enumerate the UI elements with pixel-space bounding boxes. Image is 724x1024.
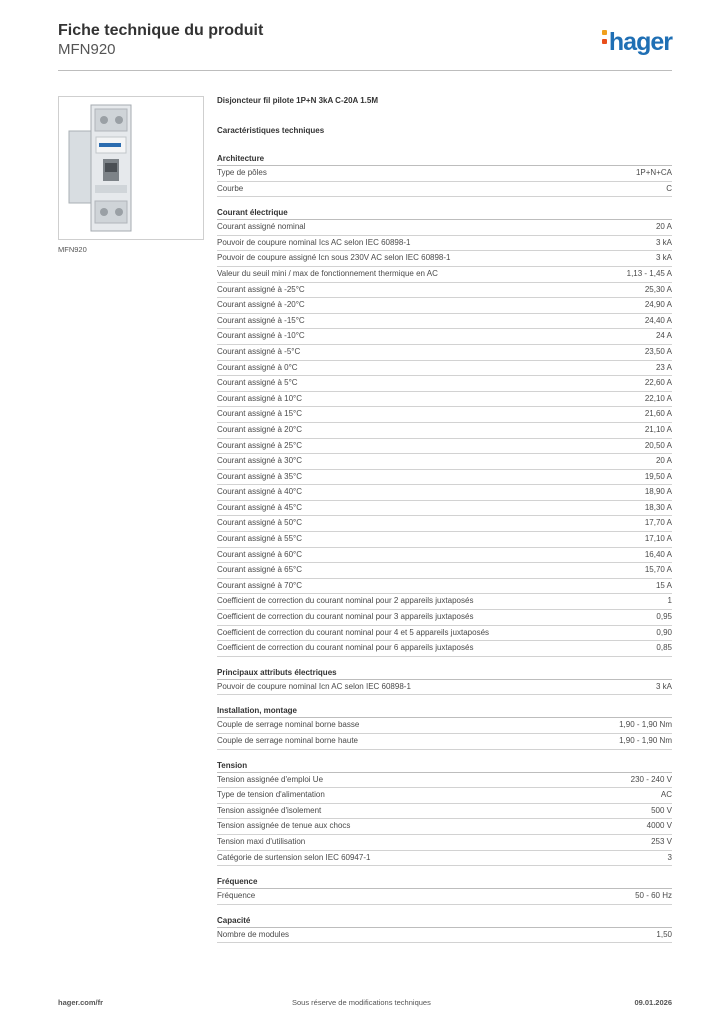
spec-label: Tension assignée d'emploi Ue <box>217 774 324 784</box>
spec-row <box>217 329 672 345</box>
spec-row <box>217 439 672 455</box>
spec-label: Coefficient de correction du courant nominal pour 6 appareils juxtaposés <box>217 643 474 653</box>
footer-notice: Sous réserve de modifications techniques <box>292 998 431 1007</box>
spec-value: 4000 V <box>646 821 672 831</box>
footer-website: hager.com/fr <box>58 998 104 1007</box>
spec-label: Pouvoir de coupure assigné Icn sous 230V AC selon IEC 60898-1 <box>217 253 451 263</box>
spec-row <box>217 851 672 867</box>
spec-label: Courbe <box>217 183 244 193</box>
spec-section <box>217 206 672 657</box>
product-name: Disjoncteur fil pilote 1P+N 3kA C-20A 1.5M <box>217 96 379 105</box>
spec-value: 0,85 <box>656 643 672 653</box>
spec-value: 19,50 A <box>644 471 672 481</box>
brand-logo <box>602 28 672 57</box>
spec-value: 3 kA <box>655 253 672 263</box>
spec-value: 20,50 A <box>644 440 672 450</box>
spec-label: Courant assigné à 30°C <box>217 456 303 466</box>
spec-row <box>217 641 672 657</box>
spec-row <box>217 470 672 486</box>
spec-label: Nombre de modules <box>217 929 290 939</box>
spec-label: Coefficient de correction du courant nominal pour 3 appareils juxtaposés <box>217 612 474 622</box>
spec-sections <box>217 152 672 943</box>
product-reference: MFN920 <box>58 41 116 58</box>
spec-label: Courant assigné à -20°C <box>217 300 305 310</box>
spec-value: 24,90 A <box>644 300 672 310</box>
spec-value: AC <box>660 790 672 800</box>
spec-row <box>217 626 672 642</box>
spec-row <box>217 610 672 626</box>
spec-row <box>217 361 672 377</box>
spec-row <box>217 804 672 820</box>
spec-value: 23,50 A <box>644 346 672 356</box>
spec-value: 15,70 A <box>644 565 672 575</box>
spec-row <box>217 563 672 579</box>
spec-label: Catégorie de surtension selon IEC 60947-1 <box>217 852 371 862</box>
spec-section <box>217 914 672 944</box>
spec-label: Courant assigné à -25°C <box>217 284 305 294</box>
spec-label: Courant assigné à 60°C <box>217 549 303 559</box>
spec-row <box>217 298 672 314</box>
spec-label: Courant assigné à 50°C <box>217 518 303 528</box>
section-title: Courant électrique <box>217 206 672 220</box>
spec-label: Courant assigné à 35°C <box>217 471 303 481</box>
spec-section <box>217 759 672 867</box>
spec-row <box>217 267 672 283</box>
spec-label: Tension assignée d'isolement <box>217 805 322 815</box>
spec-label: Courant assigné à -5°C <box>217 346 301 356</box>
spec-value: 21,60 A <box>644 409 672 419</box>
spec-value: 3 <box>667 852 672 862</box>
section-title: Fréquence <box>217 875 672 889</box>
spec-value: 1,50 <box>656 929 672 939</box>
spec-label: Courant assigné à 5°C <box>217 378 298 388</box>
spec-label: Couple de serrage nominal borne haute <box>217 736 358 745</box>
spec-row <box>217 236 672 252</box>
spec-label: Fréquence <box>217 891 256 901</box>
spec-value: 0,90 <box>656 627 672 637</box>
spec-label: Pouvoir de coupure nominal Ics AC selon IEC 60898-1 <box>217 237 411 247</box>
spec-label: Type de tension d'alimentation <box>217 790 325 800</box>
spec-label: Courant assigné à 20°C <box>217 424 303 434</box>
spec-row <box>217 251 672 267</box>
spec-row <box>217 718 672 734</box>
spec-row <box>217 548 672 564</box>
spec-row <box>217 220 672 236</box>
spec-label: Courant assigné à 10°C <box>217 393 303 403</box>
spec-label: Courant assigné à 55°C <box>217 534 303 544</box>
spec-row <box>217 314 672 330</box>
spec-label: Coefficient de correction du courant nominal pour 4 et 5 appareils juxtaposés <box>217 627 490 637</box>
product-image-caption: MFN920 <box>58 245 87 254</box>
spec-value: 500 V <box>651 805 672 815</box>
spec-row <box>217 376 672 392</box>
circuit-breaker-icon <box>59 97 203 239</box>
section-title: Installation, montage <box>217 704 672 718</box>
product-image <box>58 96 204 240</box>
spec-value: 24 A <box>655 331 672 341</box>
spec-value: 17,10 A <box>644 534 672 544</box>
spec-value: 1 <box>667 596 672 606</box>
spec-row <box>217 182 672 198</box>
spec-value: 1,90 - 1,90 Nm <box>619 736 672 745</box>
spec-value: 253 V <box>651 836 672 846</box>
page-header <box>58 22 672 71</box>
spec-row <box>217 773 672 789</box>
spec-section <box>217 704 672 749</box>
spec-row <box>217 889 672 905</box>
spec-value: 0,95 <box>656 612 672 622</box>
spec-value: 25,30 A <box>644 284 672 294</box>
spec-row <box>217 485 672 501</box>
spec-value: 22,10 A <box>644 393 672 403</box>
spec-label: Pouvoir de coupure nominal Icn AC selon IEC 60898-1 <box>217 681 411 691</box>
spec-value: C <box>666 183 672 193</box>
spec-label: Tension assignée de tenue aux chocs <box>217 821 351 831</box>
spec-row <box>217 345 672 361</box>
spec-value: 15 A <box>655 580 672 590</box>
spec-value: 18,90 A <box>644 487 672 497</box>
spec-value: 22,60 A <box>644 378 672 388</box>
spec-label: Courant assigné nominal <box>217 222 306 232</box>
spec-row <box>217 680 672 696</box>
spec-row <box>217 734 672 750</box>
spec-label: Courant assigné à 0°C <box>217 362 298 372</box>
spec-row <box>217 454 672 470</box>
spec-section <box>217 875 672 905</box>
spec-value: 20 A <box>655 456 672 466</box>
spec-row <box>217 423 672 439</box>
section-title: Capacité <box>217 914 672 928</box>
spec-section <box>217 152 672 197</box>
spec-row <box>217 516 672 532</box>
spec-row <box>217 835 672 851</box>
spec-row <box>217 392 672 408</box>
spec-value: 20 A <box>655 222 672 232</box>
spec-value: 21,10 A <box>644 424 672 434</box>
spec-label: Tension maxi d'utilisation <box>217 836 306 846</box>
logo-text: hager <box>608 28 672 56</box>
spec-value: 16,40 A <box>644 549 672 559</box>
spec-value: 1,13 - 1,45 A <box>626 268 672 278</box>
spec-row <box>217 283 672 299</box>
spec-sheet <box>217 96 672 952</box>
spec-value: 1P+N+CA <box>635 168 672 177</box>
spec-value: 24,40 A <box>644 315 672 325</box>
section-title: Architecture <box>217 152 672 166</box>
spec-label: Courant assigné à 15°C <box>217 409 303 419</box>
spec-label: Courant assigné à -10°C <box>217 331 305 341</box>
spec-row <box>217 928 672 944</box>
spec-row <box>217 407 672 423</box>
spec-value: 18,30 A <box>644 502 672 512</box>
spec-row <box>217 166 672 182</box>
document-title: Fiche technique du produit <box>58 22 264 39</box>
spec-row <box>217 788 672 804</box>
section-title: Tension <box>217 759 672 773</box>
characteristics-title: Caractéristiques techniques <box>217 126 325 135</box>
spec-label: Couple de serrage nominal borne basse <box>217 720 360 730</box>
spec-value: 1,90 - 1,90 Nm <box>619 720 672 730</box>
logo-dots-icon <box>602 30 608 48</box>
spec-label: Valeur du seuil mini / max de fonctionnement thermique en AC <box>217 268 438 278</box>
spec-row <box>217 594 672 610</box>
spec-label: Courant assigné à 40°C <box>217 487 303 497</box>
spec-value: 50 - 60 Hz <box>635 891 672 901</box>
spec-label: Type de pôles <box>217 168 267 177</box>
spec-row <box>217 532 672 548</box>
section-title: Principaux attributs électriques <box>217 666 672 680</box>
spec-row <box>217 579 672 595</box>
spec-value: 3 kA <box>655 237 672 247</box>
spec-value: 3 kA <box>655 681 672 691</box>
spec-value: 23 A <box>655 362 672 372</box>
spec-label: Courant assigné à 65°C <box>217 565 303 575</box>
spec-label: Courant assigné à 25°C <box>217 440 303 450</box>
spec-label: Courant assigné à 45°C <box>217 502 303 512</box>
spec-label: Coefficient de correction du courant nominal pour 2 appareils juxtaposés <box>217 596 474 606</box>
spec-row <box>217 501 672 517</box>
spec-label: Courant assigné à -15°C <box>217 315 305 325</box>
footer-date: 09.01.2026 <box>634 998 672 1007</box>
spec-row <box>217 819 672 835</box>
spec-label: Courant assigné à 70°C <box>217 580 303 590</box>
spec-value: 230 - 240 V <box>630 774 672 784</box>
spec-value: 17,70 A <box>644 518 672 528</box>
spec-section <box>217 666 672 696</box>
